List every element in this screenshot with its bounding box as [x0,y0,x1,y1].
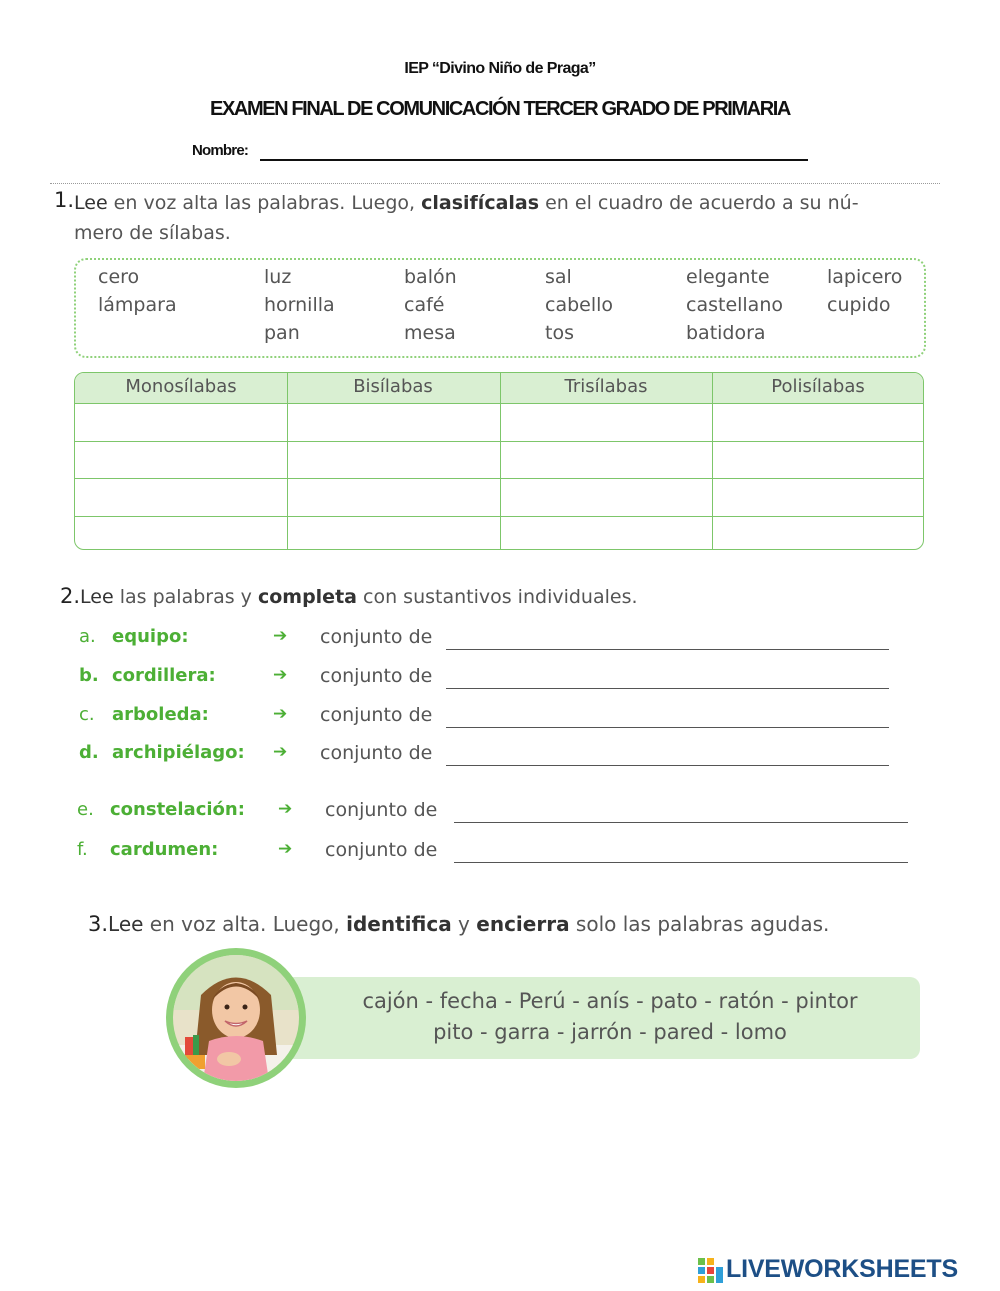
answer-line[interactable] [454,822,908,823]
q1-text-bold: clasifícalas [421,192,540,214]
answer-cell[interactable] [75,517,286,550]
school-name: IEP “Divino Niño de Praga” [404,60,596,77]
q2-item-c [79,704,891,732]
item-word: arboleda: [112,704,209,725]
word: pan [264,322,300,344]
item-word: archipiélago: [112,742,245,763]
arrow-icon: ➔ [278,799,293,819]
arrow-icon: ➔ [273,742,288,762]
answer-line[interactable] [454,862,908,863]
q3-text-bold-2: encierra [476,912,570,936]
answer-cell[interactable] [713,404,924,441]
word: cero [98,266,140,288]
q2-instruction [60,582,760,613]
word: cabello [545,294,614,316]
girl-photo [173,955,299,1081]
word: luz [264,266,292,288]
word: café [404,294,445,316]
divider [50,183,940,184]
item-word: cardumen: [110,839,219,860]
logo-blocks-icon [698,1258,724,1284]
arrow-icon: ➔ [273,665,288,685]
item-letter: a. [79,626,96,647]
word: batidora [686,322,766,344]
q3-text-lee: Lee [108,912,144,936]
arrow-icon: ➔ [273,704,288,724]
word: castellano [686,294,783,316]
answer-cell[interactable] [288,404,499,441]
table-header [75,373,923,403]
answer-line[interactable] [446,688,889,689]
word: balón [404,266,457,288]
answer-cell[interactable] [75,479,286,516]
header-trisilabas: Trisílabas [564,376,648,397]
q3-text-bold-1: identifica [346,912,452,936]
word: elegante [686,266,770,288]
aguda-words-line-1[interactable]: cajón - fecha - Perú - anís - pato - ratón - pintor [362,989,858,1013]
q3-instruction [88,909,888,940]
syllable-table [74,372,924,550]
answer-cell[interactable] [713,517,924,550]
item-letter: b. [79,665,99,686]
q2-item-a [79,626,891,654]
header-polisilabas: Polisílabas [771,376,865,397]
exam-title: EXAMEN FINAL DE COMUNICACIÓN TERCER GRADO DE PRIMARIA [210,98,790,120]
q2-number: 2. [60,584,81,608]
q2-item-f [77,839,911,867]
answer-line[interactable] [446,727,889,728]
answer-cell[interactable] [501,517,712,550]
item-letter: d. [79,742,99,763]
q2-text-bold: completa [257,586,357,608]
answer-line[interactable] [446,649,889,650]
q3-text-part: en voz alta. Luego, [143,912,347,936]
item-word: cordillera: [112,665,216,686]
answer-line[interactable] [446,765,889,766]
q2-text-part: las palabras y [113,586,258,608]
answer-cell[interactable] [288,479,499,516]
logo-text: LIVEWORKSHEETS [726,1255,958,1283]
q2-text-end: con sustantivos individuales. [356,586,638,608]
word: hornilla [264,294,335,316]
q1-text-line2: mero de sílabas. [74,222,231,244]
conjunto-label: conjunto de [325,839,438,861]
answer-cell[interactable] [288,517,499,550]
item-word: equipo: [112,626,189,647]
item-letter: f. [77,839,88,860]
word: mesa [404,322,456,344]
answer-cell[interactable] [501,479,712,516]
answer-cell[interactable] [75,404,286,441]
aguda-words-line-2[interactable]: pito - garra - jarrón - pared - lomo [433,1020,787,1044]
item-letter: e. [77,799,94,820]
word: sal [545,266,572,288]
word: tos [545,322,574,344]
conjunto-label: conjunto de [320,665,433,687]
q3-number: 3. [88,912,109,936]
q1-text-lee: Lee [74,192,108,214]
word: cupido [827,294,891,316]
item-word: constelación: [110,799,245,820]
q1-text-part: en voz alta las palabras. Luego, [107,192,422,214]
arrow-icon: ➔ [278,839,293,859]
word: lapicero [827,266,903,288]
conjunto-label: conjunto de [320,704,433,726]
q3-text-and: y [451,912,477,936]
q2-item-d [79,742,891,770]
answer-cell[interactable] [501,404,712,441]
header-bisilabas: Bisílabas [353,376,433,397]
word: lámpara [98,294,177,316]
answer-cell[interactable] [713,442,924,478]
name-label: Nombre: [192,142,249,159]
conjunto-label: conjunto de [325,799,438,821]
q1-text-end: en el cuadro de acuerdo a su nú- [539,192,859,214]
q3-text-end: solo las palabras agudas. [569,912,830,936]
name-blank-line[interactable] [260,159,808,161]
header-monosilabas: Monosílabas [125,376,237,397]
q1-number: 1. [54,188,75,212]
q2-item-b [79,665,891,693]
q2-text-lee: Lee [80,586,114,608]
answer-cell[interactable] [501,442,712,478]
word-box [74,258,926,358]
aguda-word-band [270,977,920,1059]
item-letter: c. [79,704,95,725]
answer-cell[interactable] [713,479,924,516]
conjunto-label: conjunto de [320,626,433,648]
conjunto-label: conjunto de [320,742,433,764]
q2-item-e [77,799,911,827]
answer-cell[interactable] [75,442,286,478]
liveworksheets-logo[interactable] [698,1256,998,1284]
answer-cell[interactable] [288,442,499,478]
arrow-icon: ➔ [273,626,288,646]
name-field[interactable] [192,142,812,164]
